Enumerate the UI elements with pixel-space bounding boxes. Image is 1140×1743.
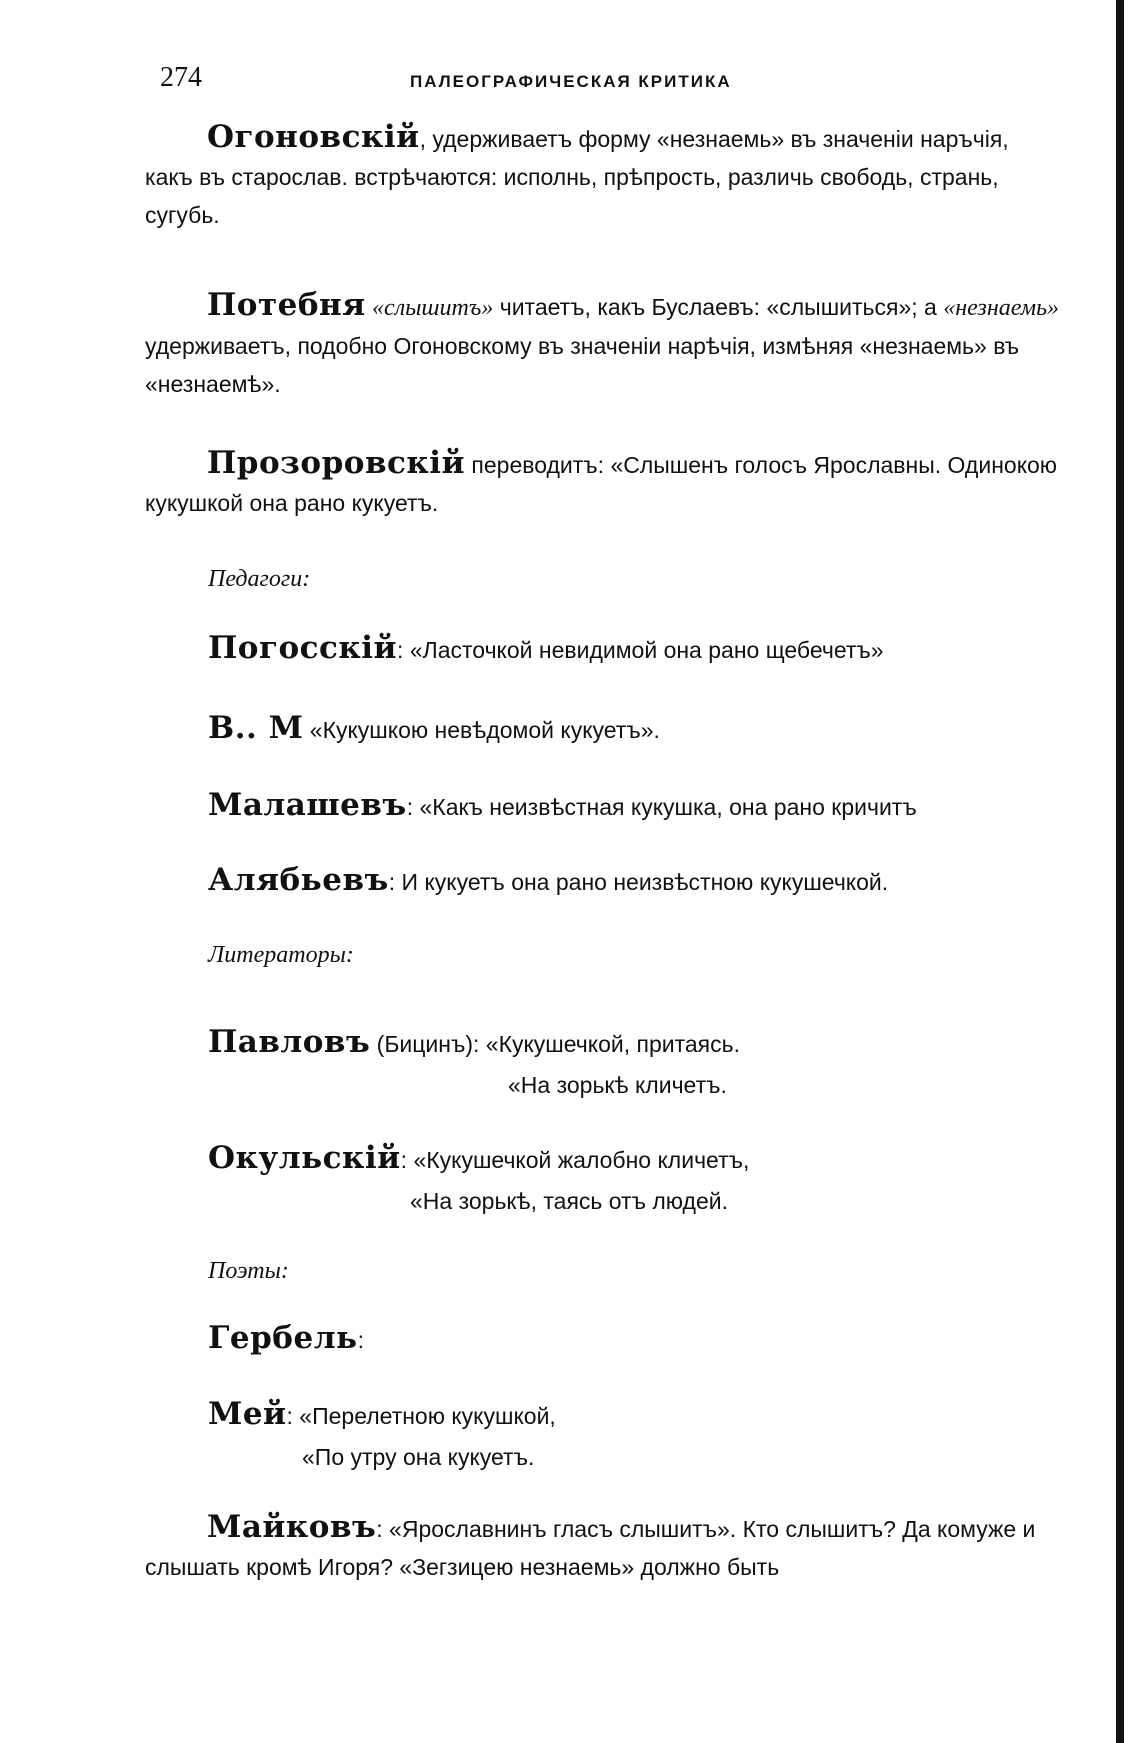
author-name: Алябьевъ <box>208 862 389 898</box>
quoted-word: «слышитъ» <box>372 295 494 321</box>
author-name: Прозоровскій <box>207 445 466 481</box>
paragraph-text: удерживаетъ, подобно Огоновскому въ значеніи нарѣчія, измѣняя «незнаемь» въ «незнаемѣ». <box>145 333 1020 397</box>
paragraph-ogonovsky <box>145 118 1060 234</box>
paragraph-text: переводитъ: «Слышенъ голосъ Ярославны. Одинокою кукушкой она рано кукуетъ. <box>145 452 1058 516</box>
paragraph-text: : «Ярославнинъ гласъ слышитъ». Кто слышитъ? Да комуже и слышать кромѣ Игоря? «Зегзицею незнаемь» должно быть <box>145 1516 1036 1580</box>
section-heading-literators: Литераторы: <box>208 942 354 968</box>
author-name: Мей <box>208 1396 287 1432</box>
author-name: Малашевъ <box>208 787 407 823</box>
entry-text: : «Кукушечкой жалобно кличетъ, <box>400 1147 750 1173</box>
paragraph-potebnya <box>145 286 1060 403</box>
entry-gerbel <box>208 1320 364 1356</box>
section-heading-poets: Поэты: <box>208 1258 289 1284</box>
running-title: ПАЛЕОГРАФИЧЕСКАЯ КРИТИКА <box>410 72 732 91</box>
entry-pavlov <box>208 1024 740 1060</box>
entry-text: : «Какъ неизвѣстная кукушка, она рано кричитъ <box>406 794 917 820</box>
entry-pavlov-line2: «На зорькѣ кличетъ. <box>508 1072 727 1098</box>
quoted-word: «незнаемь» <box>943 295 1060 321</box>
entry-mey <box>208 1396 556 1432</box>
paragraph-text: , удерживаетъ форму «незнаемь» въ значеніи наръчія, какъ въ старослав. встрѣчаются: исполнь, прѣпрость, различь свободь, странь, сугубь. <box>145 126 1009 228</box>
entry-malashev <box>208 787 917 823</box>
entry-alyabyev <box>208 862 888 898</box>
paragraph-text: читаетъ, какъ Буслаевъ: «слышиться»; а <box>493 294 944 320</box>
author-name: Майковъ <box>207 1509 377 1545</box>
author-name: Гербель <box>208 1320 358 1356</box>
author-name: Огоновскій <box>207 119 420 155</box>
page-header <box>160 62 1060 102</box>
author-name: Погосскій <box>208 630 398 666</box>
entry-text: «Кукушкою невѣдомой кукуетъ». <box>303 717 660 743</box>
entry-pogossky <box>208 630 884 666</box>
author-name: В.. М <box>208 710 304 746</box>
page-number: 274 <box>160 62 202 93</box>
entry-vm <box>208 710 660 746</box>
paragraph-maykov <box>145 1508 1060 1586</box>
section-heading-pedagogues: Педагоги: <box>208 566 311 592</box>
entry-mey-line2: «По утру она кукуетъ. <box>302 1444 535 1470</box>
entry-text: : И кукуетъ она рано неизвѣстною кукушечкой. <box>388 869 889 895</box>
entry-text: : «Перелетною кукушкой, <box>286 1403 556 1429</box>
author-name: Павловъ <box>208 1024 371 1060</box>
entry-text: (Бицинъ): «Кукушечкой, притаясь. <box>370 1031 740 1057</box>
paragraph-prozorovsky <box>145 444 1060 522</box>
author-name: Потебня <box>207 287 366 323</box>
entry-okulsky-line2: «На зорькѣ, таясь отъ людей. <box>410 1188 728 1214</box>
entry-text: : <box>357 1327 364 1353</box>
entry-okulsky <box>208 1140 749 1176</box>
entry-text: : «Ласточкой невидимой она рано щебечетъ» <box>397 637 884 663</box>
binding-edge <box>1116 0 1124 1743</box>
author-name: Окульскій <box>208 1140 401 1176</box>
